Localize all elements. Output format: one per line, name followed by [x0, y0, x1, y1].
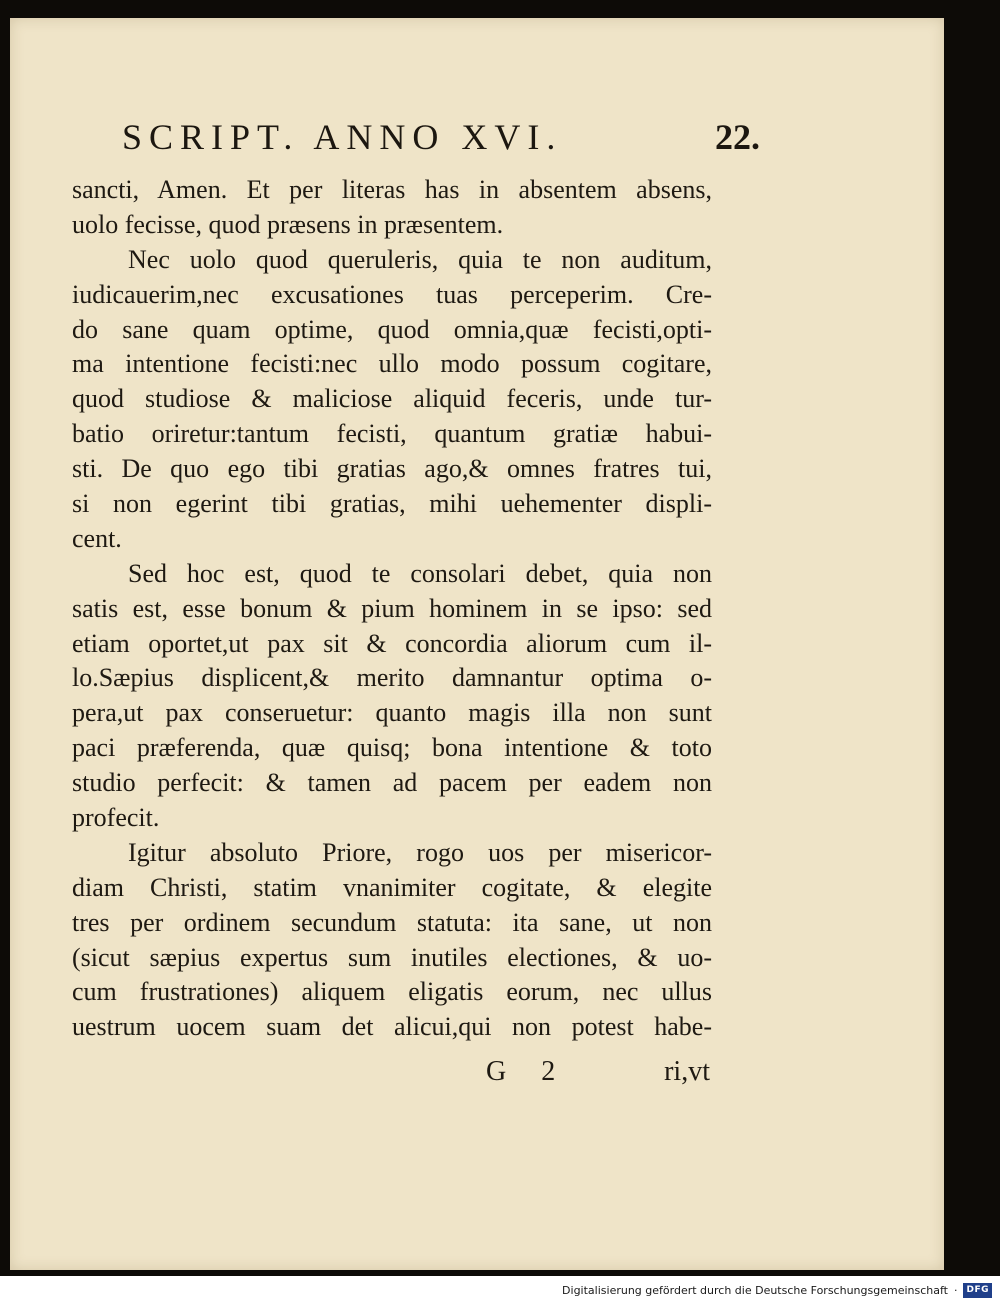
text-line: tres per ordinem secundum statuta: ita sane, ut non: [72, 907, 712, 937]
text-line: do sane quam optime, quod omnia,quæ fecisti,opti-: [72, 314, 712, 344]
text-line: ma intentione fecisti:nec ullo modo possum cogitare,: [72, 349, 712, 379]
digitization-credit: Digitalisierung gefördert durch die Deutsche Forschungsgemeinschaft · DFG: [562, 1282, 992, 1298]
text-line: diam Christi, statim vnanimiter cogitate, & elegite: [72, 872, 712, 902]
catchword: ri,vt: [664, 1056, 710, 1087]
text-line: uestrum uocem suam det alicui,qui non potest habe-: [72, 1012, 712, 1042]
text-line: Sed hoc est, quod te consolari debet, quia non: [128, 558, 712, 588]
text-line: satis est, esse bonum & pium hominem in se ipso: sed: [72, 593, 712, 623]
text-line: pera,ut pax conseruetur: quanto magis illa non sunt: [72, 698, 712, 728]
text-line: iudicauerim,nec excusationes tuas perceperim. Cre-: [72, 279, 712, 309]
text-line: Igitur absoluto Priore, rogo uos per misericor-: [128, 837, 712, 867]
text-line: studio perfecit: & tamen ad pacem per eadem non: [72, 768, 712, 798]
text-line: uolo fecisse, quod præsens in præsentem.: [72, 209, 504, 239]
text-line: cum frustrationes) aliquem eligatis eorum, nec ullus: [72, 977, 712, 1007]
text-line: (sicut sæpius expertus sum inutiles electiones, & uo-: [72, 942, 712, 972]
running-title: SCRIPT. ANNO XVI.: [122, 117, 563, 157]
dfg-logo-icon: DFG: [963, 1283, 992, 1298]
text-line: sancti, Amen. Et per literas has in absentem absens,: [72, 175, 712, 204]
text-line: profecit.: [72, 803, 160, 833]
text-line: cent.: [72, 523, 122, 553]
text-line: paci præferenda, quæ quisq; bona intentione & toto: [72, 733, 712, 763]
text-line: Nec uolo quod queruleris, quia te non auditum,: [128, 244, 712, 274]
credit-text: Digitalisierung gefördert durch die Deutsche Forschungsgemeinschaft: [562, 1283, 948, 1297]
text-line: quod studiose & maliciose aliquid feceris, unde tur-: [72, 384, 712, 414]
text-line: sti. De quo ego tibi gratias ago,& omnes fratres tui,: [72, 454, 712, 484]
body-text: [72, 173, 712, 1045]
signature-mark: G 2: [486, 1056, 570, 1087]
page-header: [122, 116, 772, 168]
text-line: batio oriretur:tantum fecisti, quantum gratiæ habui-: [72, 419, 712, 449]
text-line: lo.Sæpius displicent,& merito damnantur optima o-: [72, 663, 712, 693]
text-line: etiam oportet,ut pax sit & concordia aliorum cum il-: [72, 628, 712, 658]
text-line: si non egerint tibi gratias, mihi uehementer displi-: [72, 489, 712, 519]
signature-line: [486, 1056, 710, 1096]
page-number: 22.: [715, 117, 760, 157]
